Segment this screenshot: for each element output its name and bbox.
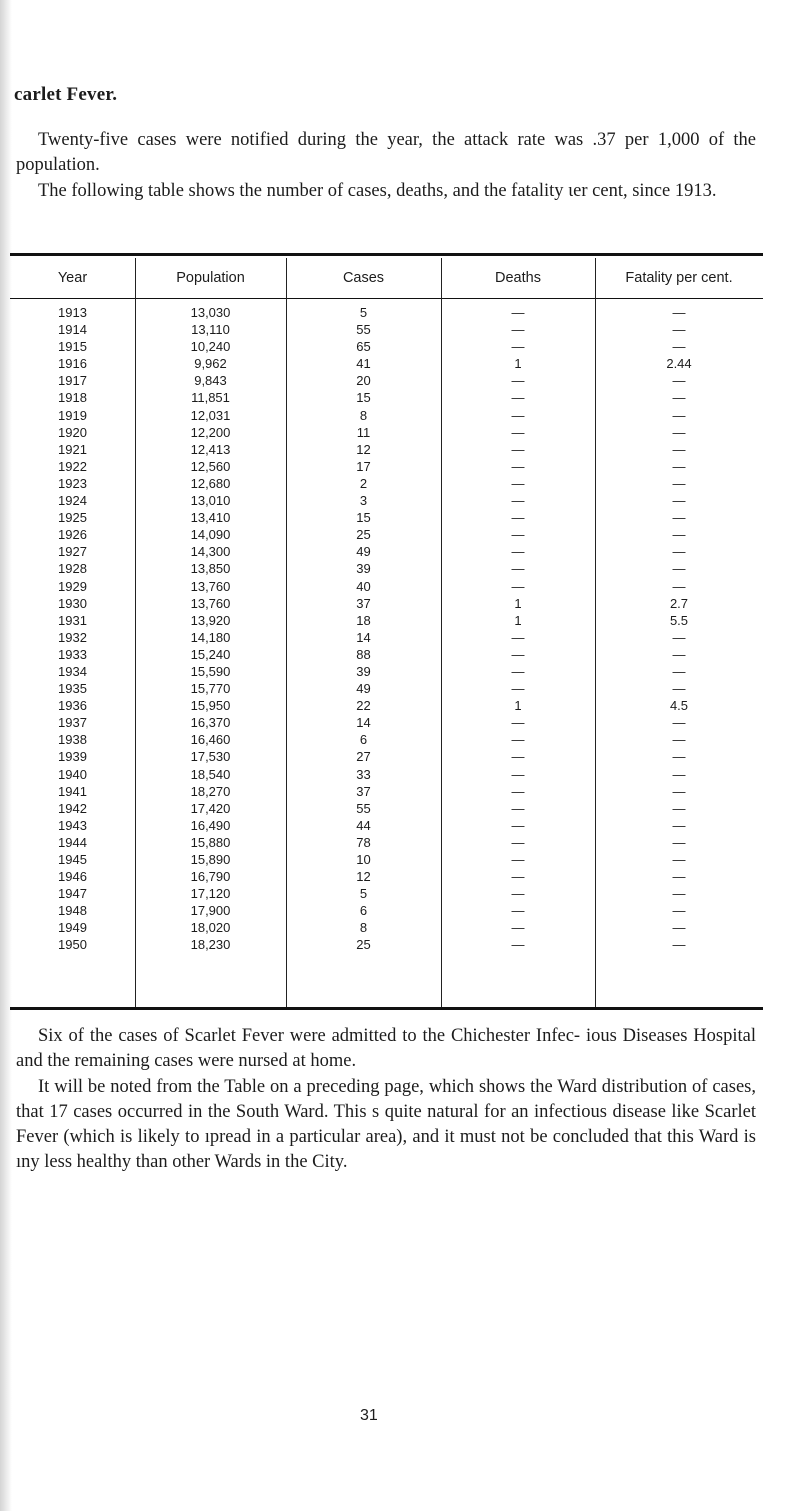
table-row [10, 748, 763, 765]
cell-year: 1915 [58, 339, 87, 355]
cell-year: 1916 [58, 356, 87, 372]
cell-population: 12,031 [190, 407, 231, 423]
cell-deaths: — [511, 339, 525, 355]
table-row [10, 783, 763, 800]
table-row [10, 885, 763, 902]
cell-deaths: — [511, 305, 525, 320]
cell-population: 17,420 [190, 800, 231, 816]
cell-population: 14,180 [190, 629, 231, 645]
cell-fatality: — [672, 869, 686, 885]
cell-cases: 27 [356, 749, 371, 765]
cell-population: 15,950 [190, 698, 231, 714]
cell-year: 1938 [58, 732, 87, 748]
cell-fatality: 4.5 [669, 698, 689, 714]
cell-fatality: — [672, 834, 686, 850]
table-row [10, 612, 763, 629]
cell-year: 1941 [58, 783, 87, 799]
cell-deaths: — [511, 663, 525, 679]
cell-fatality: — [672, 749, 686, 765]
cell-cases: 18 [356, 612, 371, 628]
cell-deaths: — [511, 920, 525, 936]
cell-population: 14,090 [190, 527, 231, 543]
cell-cases: 37 [356, 595, 371, 611]
cell-deaths: — [511, 390, 525, 406]
cell-year: 1925 [58, 510, 87, 526]
cell-population: 16,490 [190, 817, 231, 833]
cell-deaths: — [511, 800, 525, 816]
cell-year: 1920 [58, 424, 87, 440]
cell-cases: 78 [356, 834, 371, 850]
cell-cases: 88 [356, 646, 371, 662]
cell-deaths: — [511, 886, 525, 902]
cell-fatality: — [672, 339, 686, 355]
table-row [10, 321, 763, 338]
cell-deaths: — [511, 544, 525, 560]
cell-population: 12,560 [190, 458, 231, 474]
cell-fatality: — [672, 715, 686, 731]
header-population: Population [176, 270, 245, 286]
cell-deaths: — [511, 852, 525, 867]
cell-cases: 41 [356, 356, 371, 372]
cell-fatality: — [672, 390, 686, 406]
cell-population: 15,240 [190, 646, 231, 662]
cell-cases: 17 [356, 458, 371, 474]
cell-cases: 6 [359, 732, 368, 748]
cell-deaths: — [511, 766, 525, 782]
cell-fatality: — [672, 886, 686, 902]
cell-deaths: — [511, 561, 525, 577]
cell-year: 1923 [58, 475, 87, 491]
cell-cases: 8 [359, 920, 368, 936]
table-row [10, 560, 763, 577]
cell-cases: 37 [356, 783, 371, 799]
cell-deaths: — [511, 407, 525, 423]
cell-year: 1940 [58, 766, 87, 782]
cell-year: 1946 [58, 869, 87, 885]
cell-year: 1921 [58, 441, 87, 457]
cell-deaths: — [511, 578, 525, 594]
cell-fatality: — [672, 920, 686, 936]
cell-fatality: — [672, 937, 686, 953]
cell-cases: 39 [356, 663, 371, 679]
cell-deaths: — [511, 681, 525, 697]
cell-population: 15,770 [190, 681, 231, 697]
cell-population: 18,540 [190, 766, 231, 782]
cell-population: 13,110 [191, 322, 230, 338]
table-row [10, 800, 763, 817]
table-header [10, 258, 763, 298]
cell-deaths: 1 [514, 356, 522, 372]
cell-year: 1927 [58, 544, 87, 560]
table-row [10, 595, 763, 612]
cell-fatality: 5.5 [669, 612, 689, 628]
cell-fatality: — [672, 424, 686, 440]
cell-population: 14,300 [190, 544, 231, 560]
header-cases: Cases [342, 270, 385, 286]
cell-year: 1929 [58, 578, 87, 594]
cell-cases: 6 [359, 903, 368, 919]
table-row [10, 936, 763, 953]
cell-population: 16,370 [190, 715, 231, 731]
cell-fatality: — [672, 783, 686, 799]
cell-cases: 65 [356, 339, 371, 355]
cell-cases: 12 [356, 869, 371, 885]
table-row [10, 817, 763, 834]
cell-population: 13,920 [190, 612, 231, 628]
cell-population: 13,010 [190, 493, 231, 509]
cell-population: 16,790 [190, 869, 231, 885]
cell-year: 1939 [58, 749, 87, 765]
cell-year: 1936 [58, 698, 87, 714]
cell-deaths: — [511, 373, 525, 389]
cell-cases: 5 [359, 886, 368, 902]
section-heading: carlet Fever. [14, 84, 118, 105]
cell-population: 15,890 [190, 852, 231, 867]
cell-year: 1917 [58, 373, 87, 389]
cell-fatality: — [672, 305, 686, 320]
table-row [10, 919, 763, 936]
cell-population: 12,680 [190, 475, 231, 491]
cell-year: 1914 [58, 322, 87, 338]
paragraph-ward-distribution: It will be noted from the Table on a preceding page, which shows the Ward distribution of cases, that 17 cases occurred in the South Ward. This s quite natural for an infectious disease like Scarlet Fever (which is likely to ıpread in a particular area), and it must not be concluded that this Ward is ıny less healthy than other Wards in the City. [16, 1077, 756, 1172]
cell-fatality: — [672, 817, 686, 833]
table-row [10, 834, 763, 851]
table-body [10, 304, 763, 954]
cell-fatality: — [672, 561, 686, 577]
cell-population: 15,880 [190, 834, 231, 850]
cell-deaths: — [511, 441, 525, 457]
cell-deaths: — [511, 903, 525, 919]
table-row [10, 355, 763, 372]
cell-cases: 15 [356, 390, 371, 406]
cell-cases: 25 [356, 527, 371, 543]
cell-deaths: — [511, 424, 525, 440]
cell-year: 1948 [58, 903, 87, 919]
cell-population: 13,410 [190, 510, 231, 526]
table-row [10, 680, 763, 697]
table-row [10, 475, 763, 492]
cell-deaths: — [511, 732, 525, 748]
cell-year: 1949 [58, 920, 87, 936]
cell-cases: 11 [356, 424, 371, 440]
header-year: Year [57, 270, 88, 286]
cell-fatality: — [672, 629, 686, 645]
cell-population: 13,030 [190, 305, 231, 320]
cell-population: 10,240 [190, 339, 231, 355]
cell-year: 1918 [58, 390, 87, 406]
cell-year: 1934 [58, 663, 87, 679]
cell-cases: 49 [356, 681, 371, 697]
cell-fatality: — [672, 800, 686, 816]
table-row [10, 304, 763, 321]
cell-population: 11,851 [191, 390, 230, 406]
cell-deaths: — [511, 493, 525, 509]
table-row [10, 629, 763, 646]
cell-year: 1928 [58, 561, 87, 577]
table-top-rule [10, 253, 763, 256]
cell-population: 12,413 [190, 441, 231, 457]
table-header-rule [10, 298, 763, 299]
cell-fatality: — [672, 373, 686, 389]
table-row [10, 526, 763, 543]
cell-population: 17,530 [190, 749, 231, 765]
cell-population: 9,962 [194, 356, 227, 372]
cell-cases: 44 [356, 817, 371, 833]
cell-deaths: — [511, 715, 525, 731]
cell-cases: 2 [359, 475, 368, 491]
table-row [10, 458, 763, 475]
cell-deaths: 1 [514, 595, 522, 611]
cell-year: 1913 [58, 305, 87, 320]
cell-fatality: — [672, 852, 686, 867]
cell-deaths: — [511, 475, 525, 491]
cell-year: 1926 [58, 527, 87, 543]
cell-cases: 12 [356, 441, 371, 457]
table-row [10, 509, 763, 526]
cell-population: 12,200 [190, 424, 231, 440]
cell-deaths: — [511, 869, 525, 885]
table-row [10, 338, 763, 355]
cell-deaths: — [511, 527, 525, 543]
cell-population: 9,843 [194, 373, 227, 389]
cell-cases: 22 [356, 698, 371, 714]
table-row [10, 543, 763, 560]
table-row [10, 731, 763, 748]
cell-cases: 40 [356, 578, 371, 594]
cell-deaths: — [511, 629, 525, 645]
cell-deaths: — [511, 458, 525, 474]
cell-year: 1932 [58, 629, 87, 645]
cell-fatality: — [672, 510, 686, 526]
cell-deaths: — [511, 510, 525, 526]
cell-year: 1950 [58, 937, 87, 953]
cell-population: 18,270 [190, 783, 231, 799]
cell-cases: 33 [356, 766, 371, 782]
cell-population: 17,900 [190, 903, 231, 919]
cell-cases: 3 [359, 493, 368, 509]
cell-population: 15,590 [190, 663, 231, 679]
cell-population: 13,760 [190, 578, 231, 594]
cell-deaths: — [511, 817, 525, 833]
cell-deaths: — [511, 322, 525, 338]
table-row [10, 868, 763, 885]
paragraph-table-intro: The following table shows the number of cases, deaths, and the fatality ιer cent, since 1913. [38, 181, 717, 201]
cell-fatality: 2.44 [666, 356, 692, 372]
cell-year: 1944 [58, 834, 87, 850]
cell-deaths: — [511, 937, 525, 953]
cell-cases: 55 [356, 800, 371, 816]
paragraph-attack-rate: Twenty-five cases were notified during the year, the attack rate was .37 per 1,000 of the population. [16, 130, 756, 175]
table-row [10, 714, 763, 731]
cell-cases: 20 [356, 373, 371, 389]
cell-cases: 39 [356, 561, 371, 577]
table-row [10, 902, 763, 919]
cell-cases: 10 [356, 852, 371, 867]
cell-year: 1931 [58, 612, 87, 628]
cell-year: 1930 [58, 595, 87, 611]
table-row [10, 407, 763, 424]
cell-deaths: — [511, 749, 525, 765]
cell-cases: 5 [359, 305, 368, 320]
cell-cases: 55 [356, 322, 371, 338]
cell-fatality: — [672, 527, 686, 543]
cell-fatality: — [672, 475, 686, 491]
paragraph-hospital-admissions: Six of the cases of Scarlet Fever were admitted to the Chichester Infec- ious Diseases Hospital and the remaining cases were nursed at home. [16, 1026, 756, 1071]
cell-year: 1937 [58, 715, 87, 731]
cell-fatality: — [672, 441, 686, 457]
cell-cases: 14 [356, 629, 371, 645]
cell-deaths: — [511, 783, 525, 799]
cell-fatality: — [672, 578, 686, 594]
table-bottom-rule [10, 1007, 763, 1010]
cell-fatality: — [672, 646, 686, 662]
table-row [10, 389, 763, 406]
cell-fatality: 2.7 [669, 595, 689, 611]
table-row [10, 663, 763, 680]
cell-cases: 8 [359, 407, 368, 423]
cell-fatality: — [672, 663, 686, 679]
cell-year: 1933 [58, 646, 87, 662]
cell-population: 13,760 [190, 595, 231, 611]
cell-deaths: 1 [514, 698, 522, 714]
cell-cases: 14 [356, 715, 371, 731]
cell-year: 1943 [58, 817, 87, 833]
cell-fatality: — [672, 322, 686, 338]
cell-year: 1924 [58, 493, 87, 509]
cell-year: 1919 [58, 407, 87, 423]
cell-cases: 25 [356, 937, 371, 953]
cell-fatality: — [672, 732, 686, 748]
table-row [10, 372, 763, 389]
cell-fatality: — [672, 458, 686, 474]
cell-deaths: — [511, 834, 525, 850]
cell-year: 1947 [58, 886, 87, 902]
table-row [10, 424, 763, 441]
cell-population: 16,460 [190, 732, 231, 748]
cell-population: 13,850 [190, 561, 231, 577]
table-row [10, 578, 763, 595]
cell-year: 1922 [58, 458, 87, 474]
header-fatality: Fatality per cent. [625, 270, 733, 286]
cell-fatality: — [672, 493, 686, 509]
cell-fatality: — [672, 766, 686, 782]
cell-year: 1935 [58, 681, 87, 697]
table-row [10, 697, 763, 714]
table-row [10, 492, 763, 509]
table-row [10, 851, 763, 868]
cell-population: 18,230 [190, 937, 231, 953]
cell-deaths: 1 [514, 612, 522, 628]
page-number: 31 [360, 1407, 378, 1424]
cell-year: 1942 [58, 800, 87, 816]
table-row [10, 766, 763, 783]
cell-fatality: — [672, 681, 686, 697]
cell-fatality: — [672, 903, 686, 919]
cell-fatality: — [672, 544, 686, 560]
cell-year: 1945 [58, 852, 87, 867]
cell-deaths: — [511, 646, 525, 662]
cell-population: 18,020 [190, 920, 231, 936]
cell-fatality: — [672, 407, 686, 423]
header-deaths: Deaths [495, 270, 541, 286]
cell-population: 17,120 [190, 886, 231, 902]
table-row [10, 646, 763, 663]
cell-cases: 15 [356, 510, 371, 526]
cell-cases: 49 [356, 544, 371, 560]
table-row [10, 441, 763, 458]
